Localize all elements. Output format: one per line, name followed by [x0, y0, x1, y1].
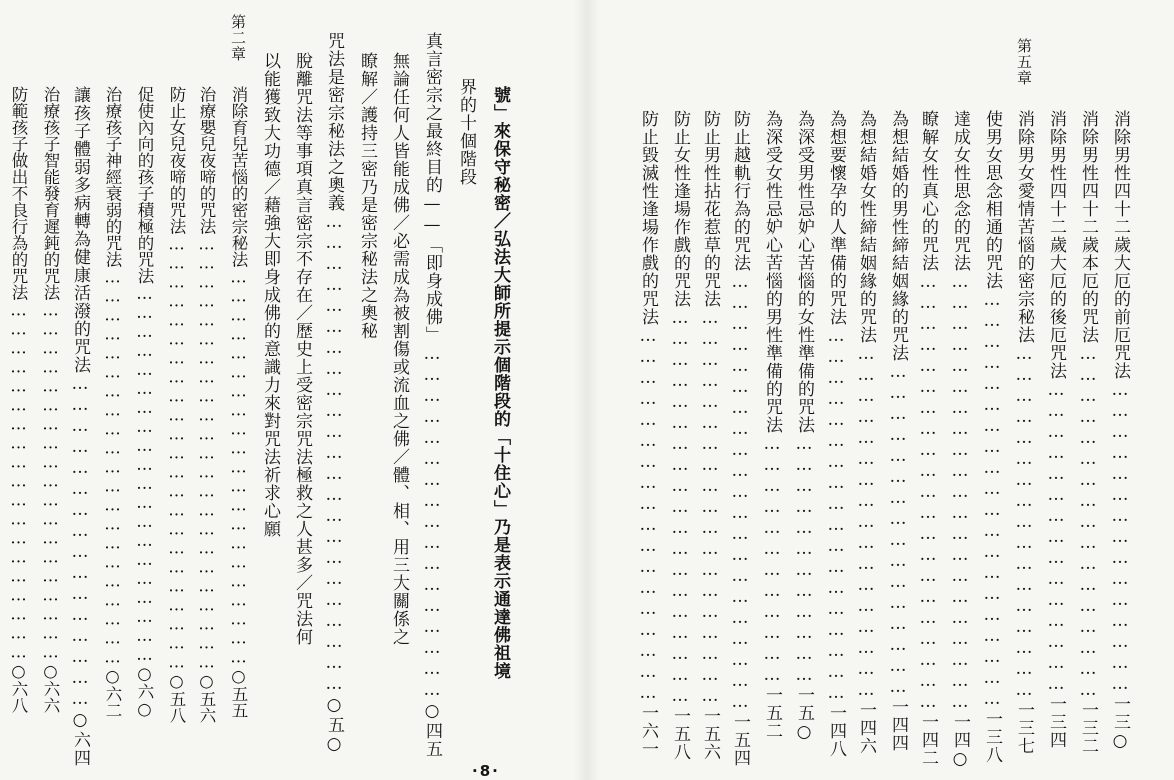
toc-entry: 防範孩子做出不良行為的咒法…………………………………………………○六八: [9, 86, 28, 714]
toc-line: 以能獲致大功德／藉強大即身成佛的意識力來對咒法祈求心願: [260, 52, 280, 538]
toc-entry: 治療嬰兒夜啼的咒法……………………………………………………………○五六: [197, 86, 216, 724]
page-number: ·8·: [472, 762, 500, 780]
toc-entry: 為深受女性忌妒心苦惱的男性準備的咒法………………………………一五二: [762, 110, 782, 740]
toc-line: 界的十個階段: [456, 78, 476, 186]
book-gutter: [574, 0, 600, 780]
chapter-heading: 第二章: [229, 14, 247, 62]
right-page: [600, 0, 1174, 780]
toc-entry: 消除男性四十二歲大厄的前厄咒法………………………………………一三○: [1110, 110, 1130, 752]
toc-entry: 讓孩子體弱多病轉為健康活潑的咒法…………………………………………○六四: [70, 86, 90, 767]
toc-entry: 消除男性四十二歲大厄的後厄咒法………………………………………一三四: [1046, 110, 1066, 749]
toc-entry: 防止毀滅性逢場作戲的咒法………………………………………………一六一: [638, 110, 658, 758]
toc-line: 無論任何人皆能成佛／必需成為被割傷或流血之佛／體、相、用三大關係之: [389, 52, 409, 646]
toc-line: 脫離咒法等事項真言密宗不存在／歷史上受密宗咒法極救之人甚多／咒法何: [292, 52, 312, 646]
toc-entry: 為想結婚的男性締結姻緣的咒法…………………………………………一四四: [888, 110, 908, 752]
toc-entry: 消除男女愛情苦惱的密宗秘法……………………………………………一三七: [1014, 110, 1034, 755]
toc-entry: 防止越軌行為的咒法………………………………………………………一五四: [730, 110, 750, 767]
toc-entry: 促使內向的孩子積極的咒法……………………………………………………○六○: [135, 86, 154, 719]
toc-entry: 為想結婚女性締結姻緣的咒法……………………………………………一四六: [856, 110, 876, 755]
toc-entry: 使男女思念相通的咒法……………………………………………………一三八: [982, 110, 1002, 764]
toc-entry: 消除男性四十二歲本厄的咒法……………………………………………一三二: [1078, 110, 1098, 755]
toc-entry: 治療孩子神經衰弱的咒法………………………………………………………○六二: [103, 86, 122, 719]
left-page: [0, 0, 570, 780]
toc-entry: 治療孩子智能發育遲鈍的咒法…………………………………………………○六六: [41, 86, 60, 714]
toc-entry: 達成女性思念的咒法………………………………………………………一四○: [950, 110, 970, 770]
toc-entry: 咒法是密宗秘法之奧義……………………………………………………………○五○: [324, 32, 344, 755]
toc-line: 號」來保守秘密／弘法大師所提示個階段的「十住心」乃是表示通達佛祖境: [490, 86, 510, 680]
toc-entry: 防止女性逢場作戲的咒法…………………………………………………一五八: [670, 110, 690, 761]
toc-entry: 防止男性拈花惹草的咒法…………………………………………………一五六: [700, 110, 720, 761]
toc-entry: 防止女兒夜啼的咒法……………………………………………………………○五八: [167, 86, 186, 724]
toc-entry: 瞭解女性真心的咒法………………………………………………………一四二: [918, 110, 938, 767]
toc-line: 瞭解／護持三密乃是密宗秘法之奧秘: [357, 52, 377, 340]
chapter-heading: 第五章: [1015, 38, 1033, 86]
toc-entry: 消除育兒苦惱的密宗秘法………………………………………………………○五五: [229, 86, 248, 719]
toc-entry: 真言密宗之最終目的——「即身成佛」……………………………………………○四五: [422, 32, 442, 758]
toc-entry: 為深受男性忌妒心苦惱的女性準備的咒法………………………………一五○: [794, 110, 814, 743]
toc-entry: 為想要懷孕的人準備的咒法………………………………………………一四八: [826, 110, 846, 758]
